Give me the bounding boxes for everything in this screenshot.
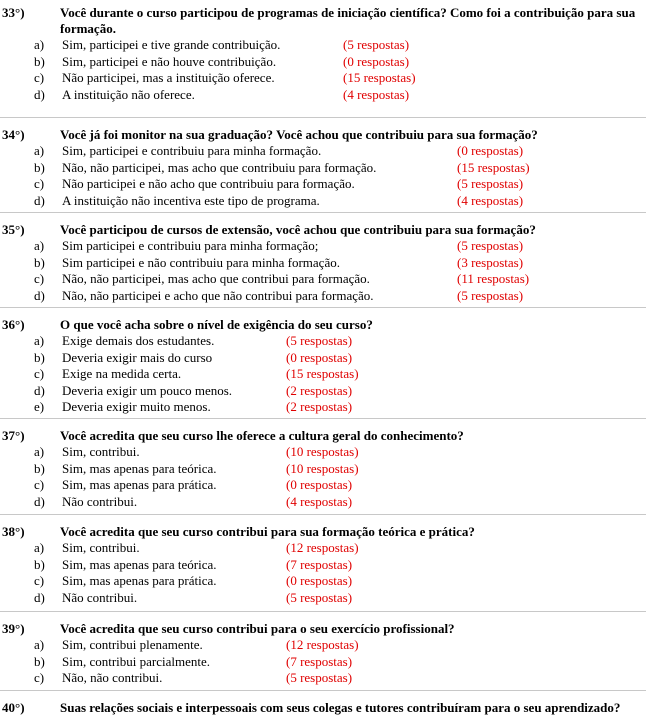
option-text: Sim, contribui parcialmente. (62, 653, 211, 669)
option-letter: d) (34, 287, 45, 303)
option-text: Exige na medida certa. (62, 366, 182, 381)
option-text: Sim, participei e tive grande contribuição. (62, 37, 281, 52)
answer-option (0, 255, 646, 272)
option-letter: b) (34, 556, 45, 572)
response-count: (15 respostas) (457, 159, 530, 175)
option-letter: e) (34, 399, 45, 414)
answer-option (0, 573, 646, 590)
question-block (0, 117, 646, 209)
response-count: (0 respostas) (286, 573, 353, 588)
option-letter: c) (34, 271, 45, 286)
question-block (0, 690, 646, 716)
option-text: Não participei e não acho que contribuiu para formação. (62, 176, 355, 191)
option-text: A instituição não incentiva este tipo de programa. (62, 192, 320, 208)
response-count: (0 respostas) (286, 349, 353, 365)
response-count: (5 respostas) (286, 670, 353, 685)
option-letter: a) (34, 143, 45, 158)
response-count: (5 respostas) (457, 238, 524, 253)
option-letter: d) (34, 86, 45, 102)
option-text: Não contribui. (62, 589, 138, 605)
response-count: (7 respostas) (286, 556, 353, 572)
answer-option (0, 288, 646, 305)
answer-option (0, 37, 646, 54)
option-text: Deveria exigir um pouco menos. (62, 382, 233, 398)
answer-option (0, 557, 646, 574)
option-text: Sim participei e não contribuiu para minha formação. (62, 254, 340, 270)
option-letter: c) (34, 477, 45, 492)
question-title: Você já foi monitor na sua graduação? Você achou que contribuiu para sua formação? (60, 127, 538, 142)
response-count: (4 respostas) (343, 86, 410, 102)
answer-option (0, 238, 646, 255)
question-heading (0, 127, 646, 143)
answer-option (0, 654, 646, 671)
option-text: Sim, participei e contribuiu para minha formação. (62, 143, 322, 158)
question-title: Você durante o curso participou de programas de iniciação científica? Como foi a contribuição para sua formação. (60, 5, 636, 36)
option-text: Sim, mas apenas para teórica. (62, 556, 217, 572)
answer-option (0, 350, 646, 367)
question-number: 37°) (2, 428, 25, 443)
answer-option (0, 271, 646, 288)
option-letter: d) (34, 589, 45, 605)
question-title: Você acredita que seu curso contribui para sua formação teórica e prática? (60, 524, 475, 539)
answer-option (0, 444, 646, 461)
answer-option (0, 87, 646, 104)
response-count: (15 respostas) (343, 70, 416, 85)
option-text: Não participei, mas a instituição oferece. (62, 70, 275, 85)
option-letter: a) (34, 238, 45, 253)
question-heading (0, 317, 646, 333)
question-title: Você participou de cursos de extensão, você achou que contribuiu para sua formação? (60, 222, 536, 237)
option-text: Não contribui. (62, 493, 138, 509)
option-letter: b) (34, 653, 45, 669)
question-block (0, 307, 646, 416)
option-letter: d) (34, 493, 45, 509)
option-text: Sim, contribui plenamente. (62, 637, 203, 652)
option-text: Deveria exigir muito menos. (62, 399, 211, 414)
option-text: Sim, mas apenas para prática. (62, 477, 217, 492)
option-letter: b) (34, 53, 45, 69)
question-heading (0, 700, 646, 716)
option-text: A instituição não oferece. (62, 86, 195, 102)
answer-option (0, 461, 646, 478)
answer-option (0, 333, 646, 350)
response-count: (12 respostas) (286, 540, 359, 555)
option-text: Sim participei e contribuiu para minha formação; (62, 238, 319, 253)
question-number: 39°) (2, 621, 25, 636)
response-count: (5 respostas) (457, 287, 524, 303)
question-title: Você acredita que seu curso contribui para o seu exercício profissional? (60, 621, 455, 636)
response-count: (4 respostas) (286, 493, 353, 509)
option-letter: d) (34, 192, 45, 208)
option-letter: b) (34, 349, 45, 365)
question-block (0, 418, 646, 510)
question-number: 35°) (2, 222, 25, 237)
question-number: 36°) (2, 317, 25, 332)
question-number: 38°) (2, 524, 25, 539)
response-count: (2 respostas) (286, 382, 353, 398)
response-count: (2 respostas) (286, 399, 353, 414)
response-count: (0 respostas) (457, 143, 524, 158)
question-heading (0, 524, 646, 540)
option-letter: c) (34, 670, 45, 685)
response-count: (4 respostas) (457, 192, 524, 208)
answer-option (0, 143, 646, 160)
question-heading (0, 222, 646, 238)
answer-option (0, 54, 646, 71)
question-heading (0, 5, 646, 37)
answer-option (0, 160, 646, 177)
response-count: (10 respostas) (286, 444, 359, 459)
option-letter: a) (34, 333, 45, 348)
question-block (0, 212, 646, 304)
question-number: 40°) (2, 700, 25, 715)
response-count: (11 respostas) (457, 271, 530, 286)
response-count: (5 respostas) (286, 589, 353, 605)
option-text: Sim, contribui. (62, 444, 140, 459)
answer-option (0, 176, 646, 193)
response-count: (0 respostas) (343, 53, 410, 69)
option-letter: b) (34, 460, 45, 476)
option-text: Exige demais dos estudantes. (62, 333, 215, 348)
response-count: (15 respostas) (286, 366, 359, 381)
option-text: Deveria exigir mais do curso (62, 349, 213, 365)
response-count: (3 respostas) (457, 254, 524, 270)
answer-option (0, 383, 646, 400)
response-count: (5 respostas) (457, 176, 524, 191)
answer-option (0, 590, 646, 607)
question-block (0, 514, 646, 606)
option-letter: a) (34, 37, 45, 52)
question-title: Você acredita que seu curso lhe oferece a cultura geral do conhecimento? (60, 428, 464, 443)
response-count: (7 respostas) (286, 653, 353, 669)
answer-option (0, 477, 646, 494)
answer-option (0, 670, 646, 687)
option-letter: c) (34, 573, 45, 588)
question-heading (0, 621, 646, 637)
response-count: (0 respostas) (286, 477, 353, 492)
question-title: Suas relações sociais e interpessoais com seus colegas e tutores contribuíram para o seu aprendizado? (60, 700, 621, 715)
question-heading (0, 428, 646, 444)
option-text: Sim, mas apenas para prática. (62, 573, 217, 588)
response-count: (5 respostas) (286, 333, 353, 348)
answer-option (0, 193, 646, 210)
answer-option (0, 637, 646, 654)
option-letter: b) (34, 159, 45, 175)
option-letter: c) (34, 176, 45, 191)
answer-option (0, 494, 646, 511)
option-text: Não, não participei, mas acho que contribuiu para formação. (62, 159, 377, 175)
option-text: Sim, mas apenas para teórica. (62, 460, 217, 476)
option-text: Não, não participei e acho que não contribui para formação. (62, 287, 374, 303)
option-letter: a) (34, 540, 45, 555)
answer-option (0, 540, 646, 557)
option-text: Não, não contribui. (62, 670, 163, 685)
answer-option (0, 399, 646, 416)
question-title: O que você acha sobre o nível de exigência do seu curso? (60, 317, 373, 332)
option-letter: a) (34, 637, 45, 652)
option-text: Não, não participei, mas acho que contribui para formação. (62, 271, 370, 286)
option-text: Sim, contribui. (62, 540, 140, 555)
response-count: (5 respostas) (343, 37, 410, 52)
answer-option (0, 366, 646, 383)
question-number: 34°) (2, 127, 25, 142)
option-letter: c) (34, 366, 45, 381)
answer-option (0, 70, 646, 87)
option-letter: c) (34, 70, 45, 85)
response-count: (12 respostas) (286, 637, 359, 652)
option-letter: d) (34, 382, 45, 398)
question-number: 33°) (2, 5, 25, 20)
option-text: Sim, participei e não houve contribuição. (62, 53, 277, 69)
response-count: (10 respostas) (286, 460, 359, 476)
question-block (0, 611, 646, 687)
option-letter: b) (34, 254, 45, 270)
question-block (0, 5, 646, 103)
option-letter: a) (34, 444, 45, 459)
